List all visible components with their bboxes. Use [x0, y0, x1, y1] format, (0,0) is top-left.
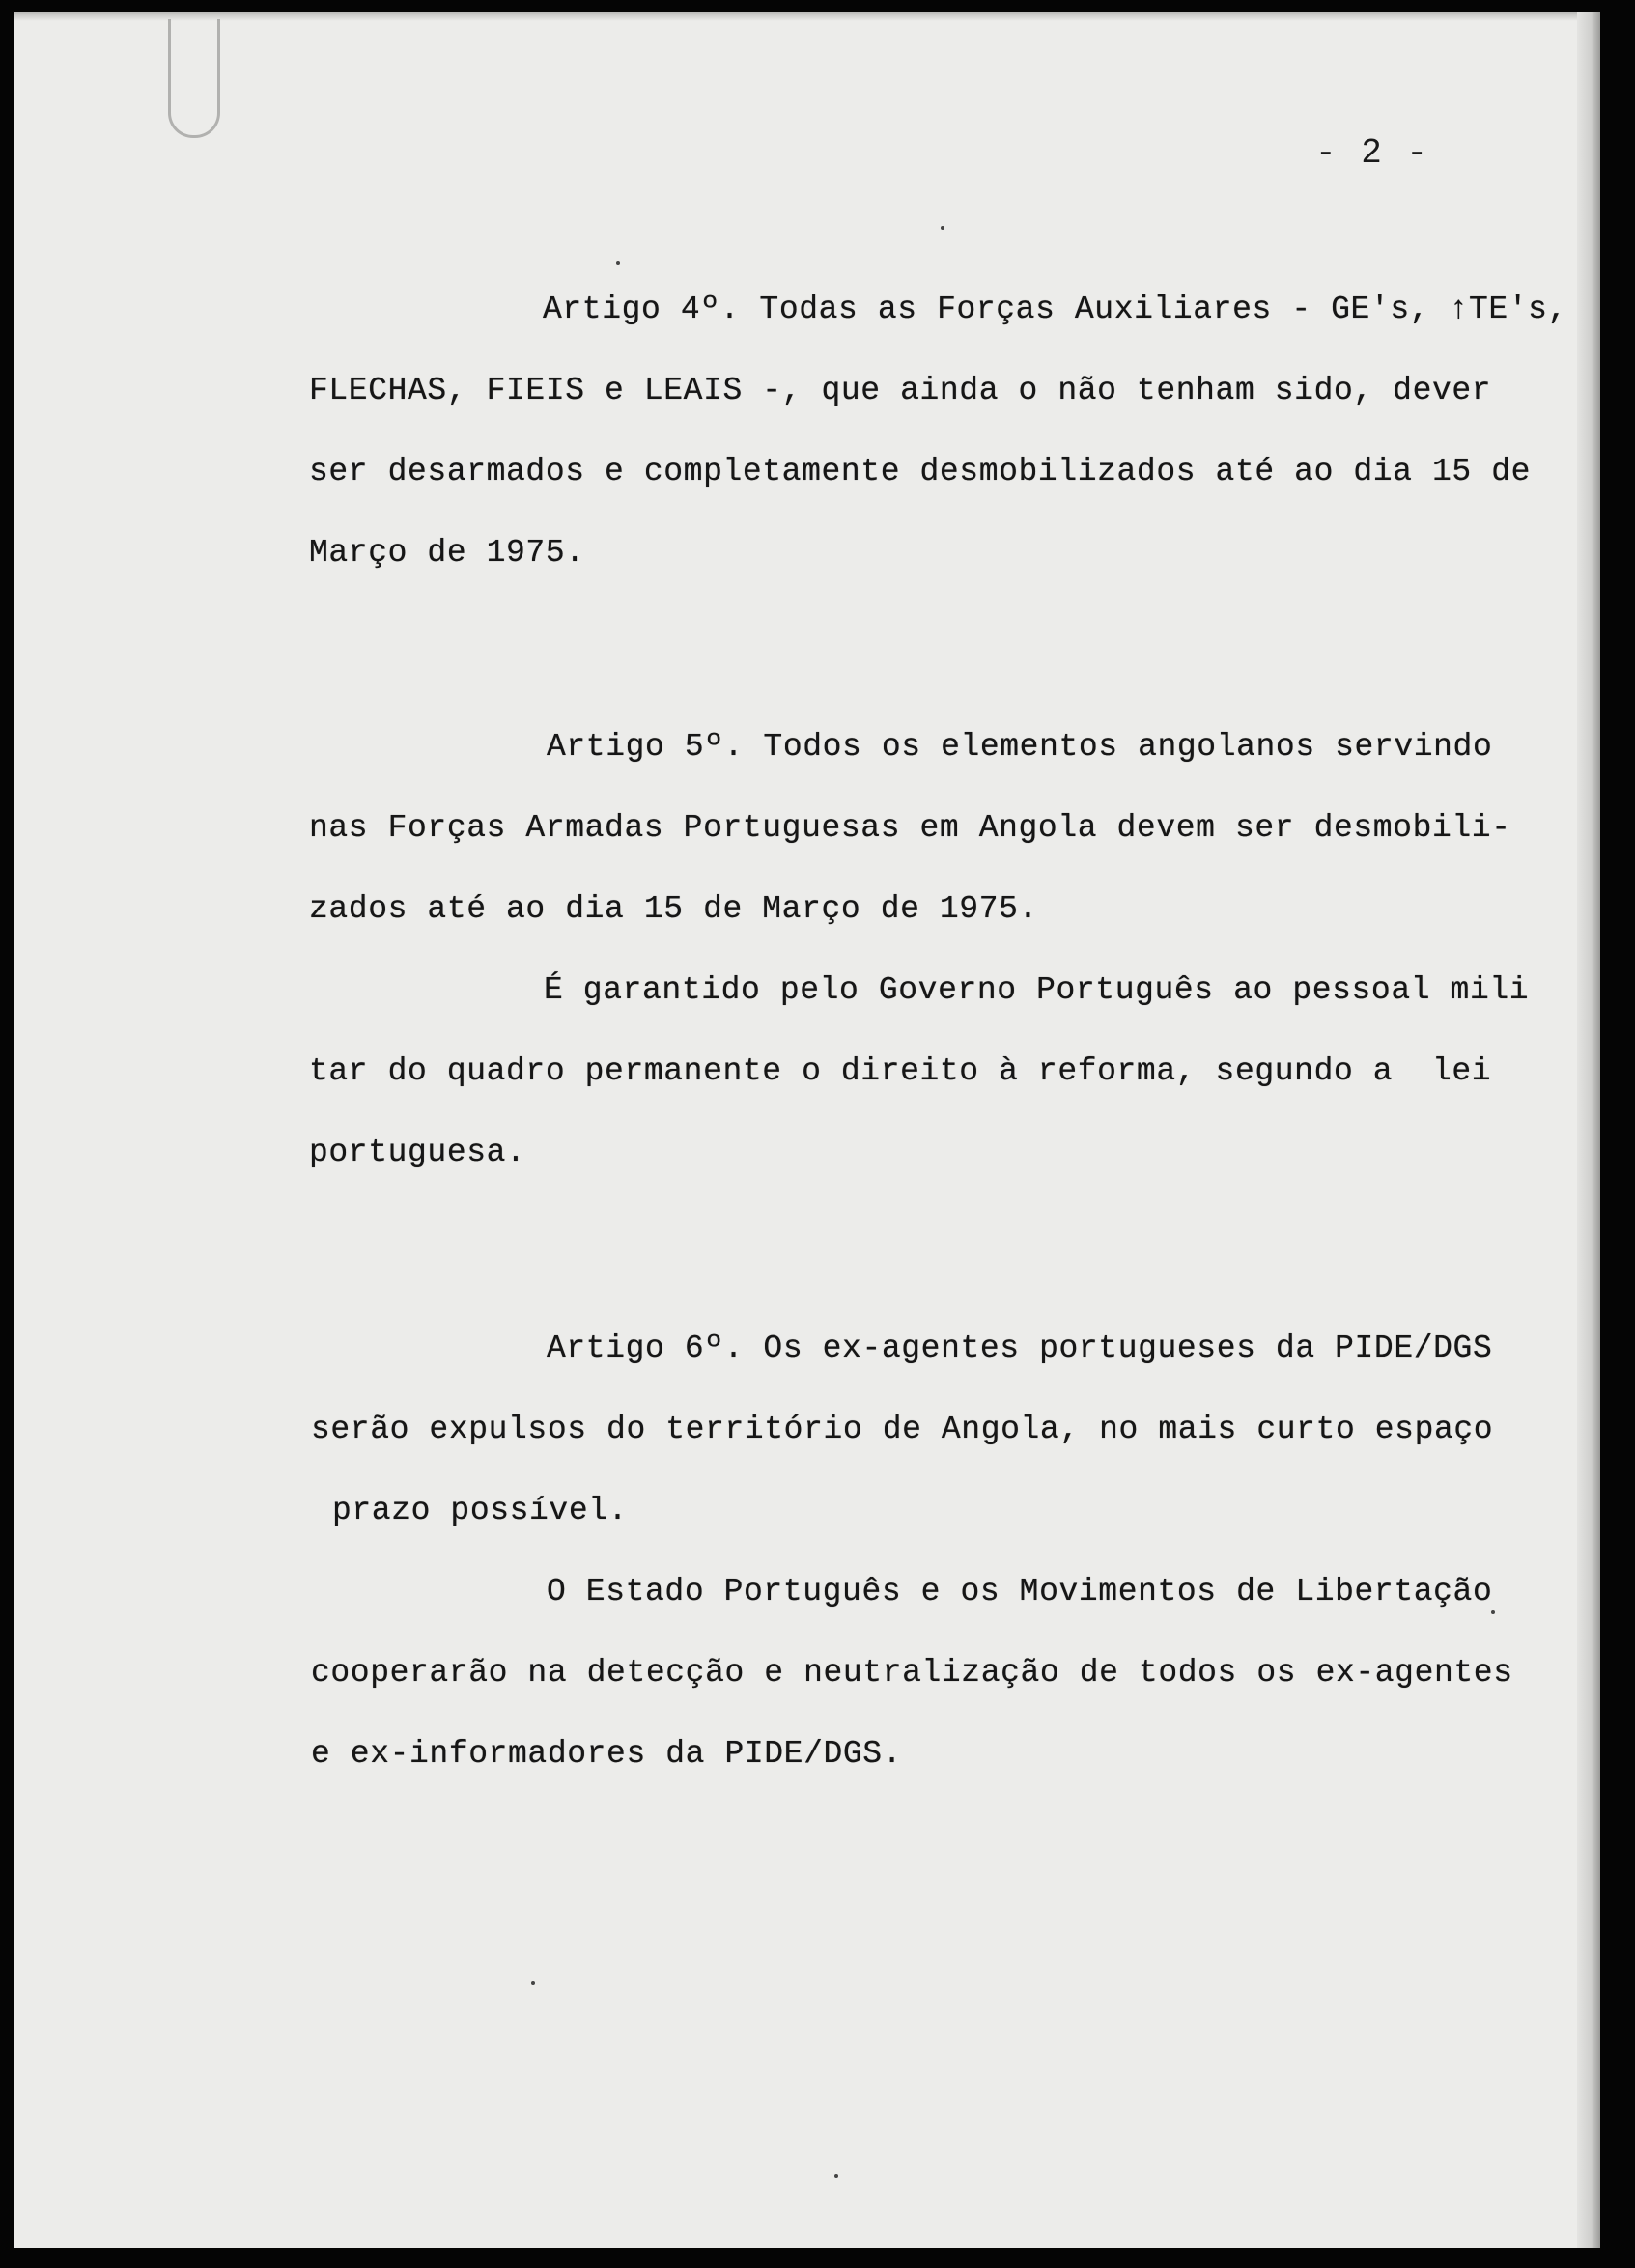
paper-clip-mark-icon	[168, 19, 220, 138]
article-5-line-5: tar do quadro permanente o direito à reforma, segundo a lei	[309, 1053, 1492, 1089]
scan-speck	[1491, 1610, 1495, 1614]
article-4-line-4: Março de 1975.	[309, 535, 585, 571]
article-4-line-2: FLECHAS, FIEIS e LEAIS -, que ainda o não tenham sido, dever	[309, 373, 1492, 408]
article-5-line-2: nas Forças Armadas Portuguesas em Angola devem ser desmobili-	[309, 810, 1511, 846]
article-5-line-1: Artigo 5º. Todos os elementos angolanos servindo	[547, 729, 1493, 765]
article-5-line-6: portuguesa.	[309, 1134, 526, 1170]
article-6-line-6: e ex-informadores da PIDE/DGS.	[311, 1736, 903, 1772]
article-6-line-3: prazo possível.	[332, 1493, 629, 1528]
article-6-line-4: O Estado Português e os Movimentos de Libertação	[547, 1574, 1493, 1610]
article-5-line-3: zados até ao dia 15 de Março de 1975.	[309, 891, 1038, 927]
page-right-edge	[1577, 12, 1600, 2248]
article-4-line-3: ser desarmados e completamente desmobilizados até ao dia 15 de	[309, 454, 1531, 490]
scan-speck	[834, 2174, 838, 2178]
scan-speck	[941, 226, 944, 230]
scan-speck	[616, 261, 620, 265]
article-6-line-1: Artigo 6º. Os ex-agentes portugueses da PIDE/DGS	[547, 1330, 1493, 1366]
page-top-edge	[14, 12, 1600, 21]
article-4-line-1: Artigo 4º. Todas as Forças Auxiliares - GE's, ↑TE's,	[543, 292, 1567, 327]
page-number: - 2 -	[1315, 133, 1430, 173]
article-6-line-2: serão expulsos do território de Angola, no mais curto espaço	[311, 1412, 1494, 1447]
scan-speck	[531, 1981, 535, 1985]
document-page	[14, 12, 1600, 2248]
article-6-line-5: cooperarão na detecção e neutralização de todos os ex-agentes	[311, 1655, 1513, 1691]
article-5-line-4: É garantido pelo Governo Português ao pessoal mili	[544, 972, 1530, 1008]
